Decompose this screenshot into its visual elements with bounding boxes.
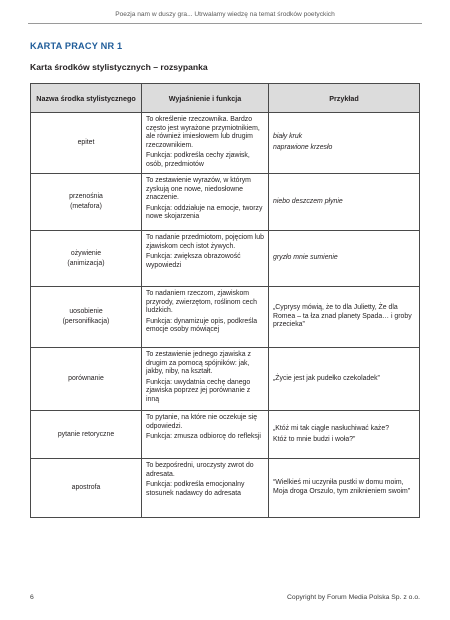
device-name-line: (metafora)	[70, 203, 102, 210]
example-cell	[269, 113, 420, 174]
example-cell	[269, 231, 420, 287]
device-name-cell	[31, 459, 142, 518]
device-name-line: (personifikacja)	[62, 318, 110, 325]
device-name-cell	[31, 411, 142, 459]
table-row	[31, 348, 420, 411]
function-text: Funkcja: uwydatnia cechę danego zjawiska poprzez jej porównanie z inną	[146, 378, 251, 403]
table-row	[31, 411, 420, 459]
example-text: „Cyprysy mówią, że to dla Julietty, Że dla Romea – ta łza znad planety Spada… i groby przecieka”	[273, 304, 412, 329]
device-name-line: uosobienie	[69, 308, 103, 315]
header-example: Przykład	[269, 84, 420, 113]
example-text: naprawione krzesło	[273, 144, 333, 151]
card-title: Karta środków stylistycznych – rozsypanka	[30, 62, 208, 72]
function-text: Funkcja: podkreśla emocjonalny stosunek nadawcy do adresata	[146, 481, 245, 497]
example-text: „Życie jest jak pudełko czekoladek”	[273, 374, 380, 382]
explanation-cell	[142, 459, 269, 518]
definition-text: To zestawienie wyrazów, w którym zyskują one nowe, niedosłowne znaczenie.	[146, 177, 251, 202]
function-text: Funkcja: podkreśla cechy zjawisk, osób, przedmiotów	[146, 152, 250, 168]
device-name-cell	[31, 231, 142, 287]
table-row	[31, 459, 420, 518]
header-explanation: Wyjaśnienie i funkcja	[142, 84, 269, 113]
example-cell	[269, 348, 420, 411]
definition-text: To pytanie, na które nie oczekuje się odpowiedzi.	[146, 414, 258, 430]
explanation-cell	[142, 174, 269, 231]
example-cell	[269, 459, 420, 518]
example-text: „Któż mi tak ciągle nasłuchiwać każe?	[273, 424, 390, 432]
explanation-cell	[142, 113, 269, 174]
worksheet-title: KARTA PRACY NR 1	[30, 41, 123, 51]
example-text: “Wielkieś mi uczyniła pustki w domu moim, Moja droga Orszulo, tym zniknieniem swoim”	[273, 479, 411, 495]
table-header-row	[31, 84, 420, 113]
example-cell	[269, 411, 420, 459]
definition-text: To zestawienie jednego zjawiska z drugim za pomocą spójników: jak, jakby, niby, na kształt.	[146, 351, 251, 376]
explanation-cell	[142, 348, 269, 411]
example-text: gryzło mnie sumienie	[273, 254, 338, 262]
definition-text: To nadanie przedmiotom, pojęciom lub zjawiskom cech istot żywych.	[146, 234, 264, 250]
stylistic-devices-table	[30, 83, 420, 518]
explanation-cell	[142, 411, 269, 459]
device-name-line: pytanie retoryczne	[57, 430, 115, 438]
function-text: Funkcja: zwiększa obrazowość wypowiedzi	[146, 253, 241, 269]
copyright-notice: Copyright by Forum Media Polska Sp. z o.o.	[287, 594, 420, 601]
definition-text: To nadaniem rzeczom, zjawiskom przyrody, zwierzętom, roślinom cech ludzkich.	[146, 290, 257, 315]
definition-text: To określenie rzeczownika. Bardzo często jest wyrażone przymiotnikiem, ale również imiesłowem lub drugim rzeczownikiem.	[146, 116, 260, 149]
example-text: Któż to mnie budzi i woła?”	[273, 435, 356, 443]
table-row	[31, 174, 420, 231]
device-name-cell	[31, 287, 142, 348]
example-text: niebo deszczem płynie	[273, 197, 343, 205]
device-name-line: ożywienie	[70, 249, 102, 257]
table-row	[31, 231, 420, 287]
device-name-cell	[31, 174, 142, 231]
device-name-line: przenośnia	[69, 193, 103, 200]
definition-text: To bezpośredni, uroczysty zwrot do adresata.	[146, 462, 254, 478]
stylistic-devices-table-container	[30, 83, 419, 518]
device-name-line: epitet	[77, 139, 95, 146]
page-number: 6	[30, 594, 34, 601]
device-name-cell	[31, 348, 142, 411]
header-device-name: Nazwa środka stylistycznego	[31, 84, 142, 113]
device-name-line: porównanie	[68, 375, 104, 382]
explanation-cell	[142, 287, 269, 348]
table-row	[31, 287, 420, 348]
function-text: Funkcja: oddziałuje na emocje, tworzy nowe skojarzenia	[146, 204, 263, 221]
example-cell	[269, 174, 420, 231]
device-name-line: (animizacja)	[67, 259, 105, 267]
running-header: Poezja nam w duszy gra... Utrwalamy wiedzę na temat środków poetyckich	[28, 11, 422, 24]
device-name-cell	[31, 113, 142, 174]
explanation-cell	[142, 231, 269, 287]
example-text: biały kruk	[273, 133, 303, 141]
example-cell	[269, 287, 420, 348]
table-row	[31, 113, 420, 174]
function-text: Funkcja: dynamizuje opis, podkreśla emocje osoby mówiącej	[146, 317, 258, 334]
function-text: Funkcja: zmusza odbiorcę do refleksji	[146, 433, 261, 441]
device-name-line: apostrofa	[71, 484, 101, 491]
